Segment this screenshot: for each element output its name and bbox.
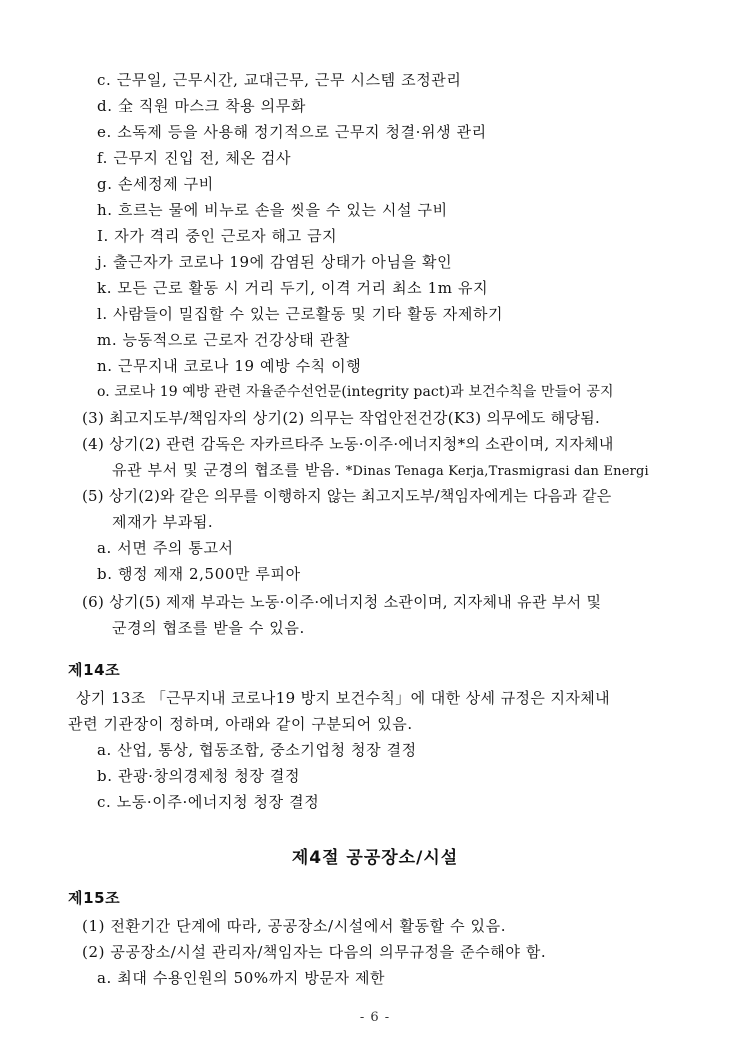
- numbered-item-continued: [112, 460, 649, 482]
- list-item: o. 코로나 19 예방 관련 자율준수선언문(integrity pact)과 보건수칙을 만들어 공지: [97, 384, 614, 400]
- numbered-item-continued: 군경의 협조를 받을 수 있음.: [112, 619, 305, 637]
- list-item: e. 소독제 등을 사용해 정기적으로 근무지 청결·위생 관리: [97, 123, 487, 141]
- list-item: a. 서면 주의 통고서: [97, 539, 234, 557]
- list-item: j. 출근자가 코로나 19에 감염된 상태가 아님을 확인: [97, 253, 453, 271]
- list-item: m. 능동적으로 근로자 건강상태 관찰: [97, 331, 350, 349]
- numbered-item: (4) 상기(2) 관련 감독은 자카르타주 노동·이주·에너지청*의 소관이며, 지자체내: [82, 435, 614, 453]
- numbered-item-continued: 제재가 부과됨.: [112, 513, 214, 531]
- paragraph-line: 관련 기관장이 정하며, 아래와 같이 구분되어 있음.: [68, 715, 413, 733]
- list-item: n. 근무지내 코로나 19 예방 수칙 이행: [97, 357, 362, 375]
- list-item: a. 최대 수용인원의 50%까지 방문자 제한: [97, 969, 386, 987]
- list-item: h. 흐르는 물에 비누로 손을 씻을 수 있는 시설 구비: [97, 201, 448, 219]
- list-item: b. 관광·창의경제청 청장 결정: [97, 767, 301, 785]
- page-number: - 6 -: [359, 1010, 391, 1025]
- numbered-item: (1) 전환기간 단계에 따라, 공공장소/시설에서 활동할 수 있음.: [82, 917, 507, 935]
- list-item: k. 모든 근로 활동 시 거리 두기, 이격 거리 최소 1m 유지: [97, 279, 489, 297]
- list-item: I. 자가 격리 중인 근로자 해고 금지: [97, 227, 338, 245]
- list-item: f. 근무지 진입 전, 체온 검사: [97, 149, 292, 167]
- numbered-item: (3) 최고지도부/책임자의 상기(2) 의무는 작업안전건강(K3) 의무에도 해당됨.: [82, 409, 601, 427]
- numbered-item: (2) 공공장소/시설 관리자/책임자는 다음의 의무규정을 준수해야 함.: [82, 943, 547, 961]
- list-item: c. 노동·이주·에너지청 청장 결정: [97, 793, 320, 811]
- paragraph-line: 상기 13조 「근무지내 코로나19 방지 보건수칙」에 대한 상세 규정은 지자체내: [76, 689, 611, 707]
- footnote-text: *Dinas Tenaga Kerja,Trasmigrasi dan Energi: [345, 464, 649, 479]
- list-item: c. 근무일, 근무시간, 교대근무, 근무 시스템 조정관리: [97, 71, 462, 89]
- list-item: b. 행정 제재 2,500만 루피아: [97, 565, 301, 583]
- numbered-item: (6) 상기(5) 제재 부과는 노동·이주·에너지청 소관이며, 지자체내 유관 부서 및: [82, 593, 602, 611]
- list-item: d. 全 직원 마스크 착용 의무화: [97, 97, 306, 115]
- list-item: a. 산업, 통상, 협동조합, 중소기업청 청장 결정: [97, 741, 417, 759]
- item-text: 유관 부서 및 군경의 협조를 받음.: [112, 461, 341, 479]
- list-item: g. 손세정제 구비: [97, 175, 214, 193]
- section-title: 제4절 공공장소/시설: [291, 848, 459, 868]
- article-14-title: 제14조: [68, 661, 121, 679]
- article-15-title: 제15조: [68, 889, 121, 907]
- numbered-item: (5) 상기(2)와 같은 의무를 이행하지 않는 최고지도부/책임자에게는 다음과 같은: [82, 487, 612, 505]
- list-item: l. 사람들이 밀집할 수 있는 근로활동 및 기타 활동 자제하기: [97, 305, 504, 323]
